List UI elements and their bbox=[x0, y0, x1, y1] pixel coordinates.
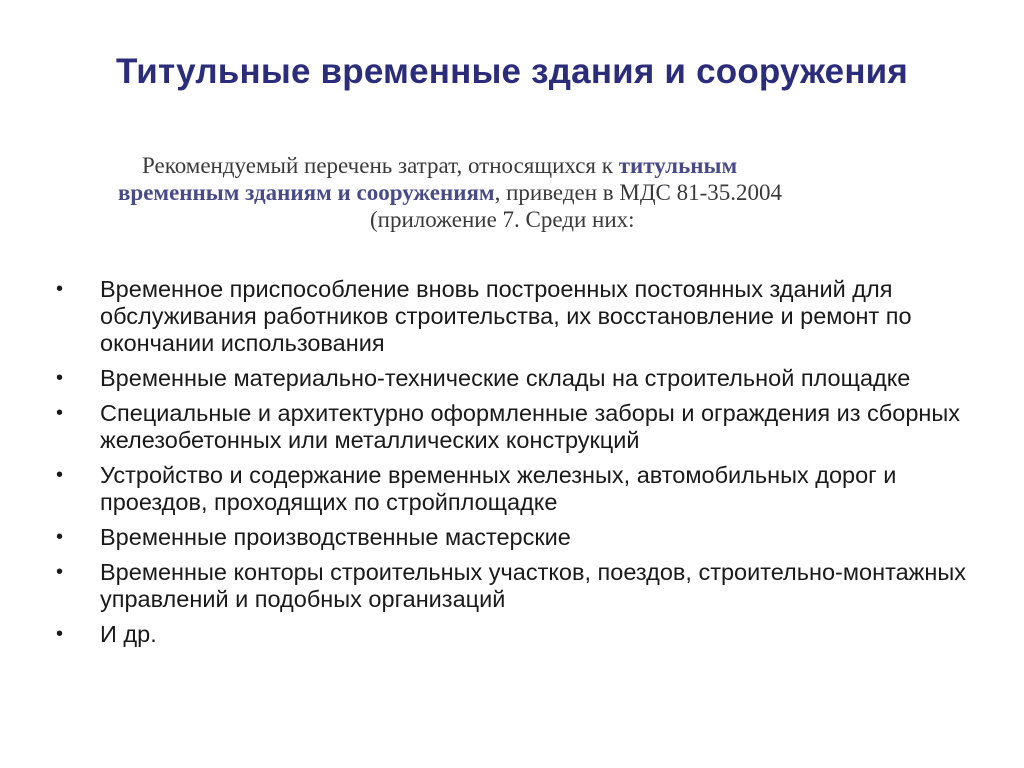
intro-paragraph bbox=[112, 152, 952, 233]
list-item bbox=[56, 400, 986, 454]
bullet-icon: • bbox=[56, 526, 64, 548]
intro-line-2 bbox=[112, 179, 952, 206]
slide-title: Титульные временные здания и сооружения bbox=[115, 52, 909, 91]
bullet-icon: • bbox=[56, 367, 64, 389]
list-item-text: Устройство и содержание временных железных, автомобильных дорог и проездов, проходящих по стройплощадке bbox=[100, 462, 897, 515]
intro-highlight-buildings: временным зданиям и сооружениям bbox=[118, 180, 495, 205]
list-item-text: Временное приспособление вновь построенных постоянных зданий для обслуживания работников строительства, их восстановление и ремонт по окончании использования bbox=[100, 276, 912, 356]
intro-highlight-titular: титульным bbox=[618, 153, 738, 178]
list-item bbox=[56, 559, 986, 613]
intro-text-start: Рекомендуемый перечень затрат, относящихся к bbox=[142, 153, 619, 178]
list-item-text: Временные конторы строительных участков, поездов, строительно-монтажных управлений и подобных организаций bbox=[100, 559, 966, 612]
intro-line-1 bbox=[112, 152, 952, 179]
intro-text-appendix: (приложение 7. Среди них: bbox=[370, 207, 635, 232]
list-item bbox=[56, 524, 986, 551]
list-item-text: Временные материально-технические склады на строительной площадке bbox=[100, 365, 911, 391]
intro-line-3 bbox=[112, 206, 952, 233]
list-item bbox=[56, 462, 986, 516]
list-item bbox=[56, 621, 986, 648]
list-item bbox=[56, 365, 986, 392]
list-item bbox=[56, 276, 986, 357]
bullet-icon: • bbox=[56, 464, 64, 486]
bullet-icon: • bbox=[56, 561, 64, 583]
intro-text-reference: , приведен в МДС 81-35.2004 bbox=[494, 180, 783, 205]
bullet-icon: • bbox=[56, 278, 64, 300]
bullet-list bbox=[56, 276, 986, 656]
bullet-icon: • bbox=[56, 623, 64, 645]
list-item-text: Специальные и архитектурно оформленные заборы и ограждения из сборных железобетонных или металлических конструкций bbox=[100, 400, 961, 453]
list-item-text: И др. bbox=[100, 621, 157, 647]
bullet-icon: • bbox=[56, 402, 64, 424]
list-item-text: Временные производственные мастерские bbox=[100, 524, 571, 550]
